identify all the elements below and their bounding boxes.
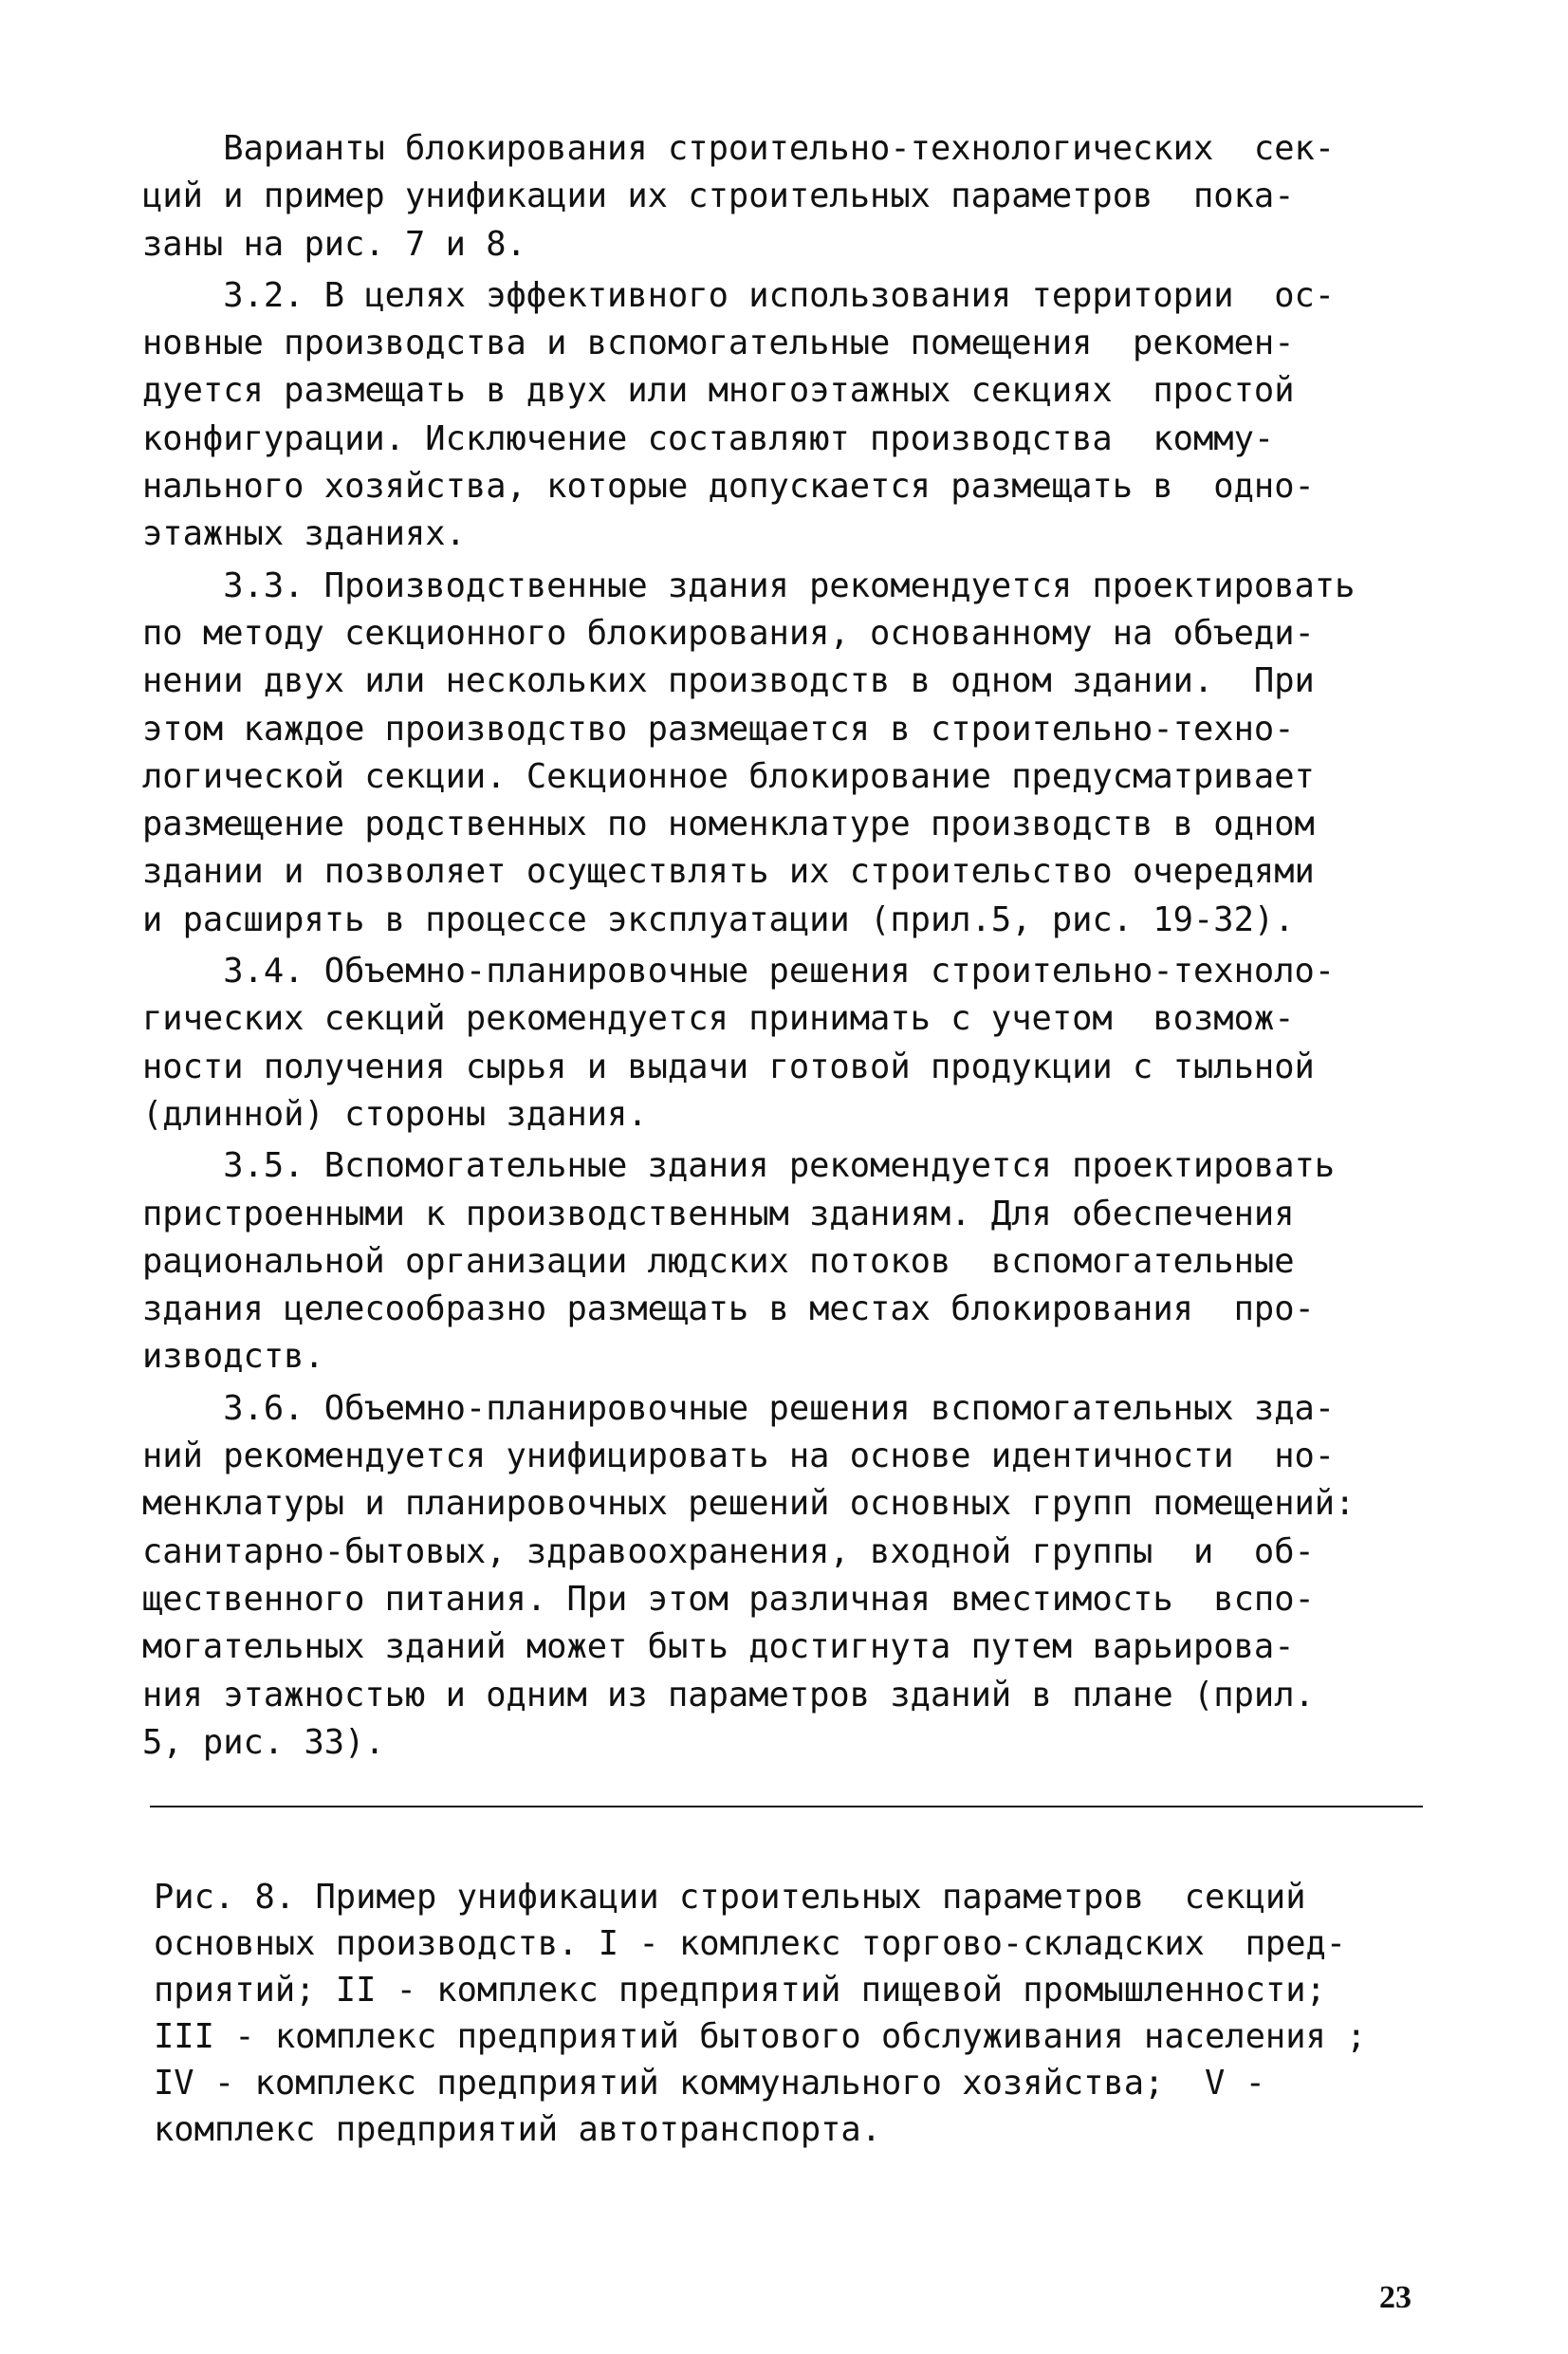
text-line: нении двух или нескольких производств в одном здании. При	[142, 661, 1315, 701]
text-line: логической секции. Секционное блокирование предусматривает	[142, 756, 1315, 796]
text-line: 3.5. Вспомогательные здания рекомендуется проектировать	[142, 1146, 1336, 1186]
text-line: этом каждое производство размещается в строительно-техно-	[142, 709, 1295, 749]
caption-line: IV - комплекс предприятий коммунального хозяйства; V -	[154, 2064, 1265, 2103]
text-line: здании и позволяет осуществлять их строительство очередями	[142, 852, 1315, 892]
text-line: могательных зданий может быть достигнута путем варьирова-	[142, 1627, 1295, 1667]
text-line: 3.2. В целях эффективного использования территории ос-	[142, 275, 1336, 315]
text-line: конфигурации. Исключение составляют производства комму-	[142, 418, 1275, 458]
text-line: дуется размещать в двух или многоэтажных секциях простой	[142, 371, 1295, 411]
paragraph-3-2	[142, 272, 1432, 559]
text-line: щественного питания. При этом различная вместимость вспо-	[142, 1579, 1315, 1619]
text-line: заны на рис. 7 и 8.	[142, 224, 526, 264]
text-line: рациональной организации людских потоков вспомогательные	[142, 1241, 1295, 1281]
text-line: санитарно-бытовых, здравоохранения, входной группы и об-	[142, 1531, 1315, 1571]
text-line: менклатуры и планировочных решений основных групп помещений:	[142, 1484, 1356, 1524]
text-line: пристроенными к производственным зданиям. Для обеспечения	[142, 1194, 1295, 1233]
body-text	[142, 125, 1432, 1767]
caption-line: приятий; II - комплекс предприятий пищевой промышленности;	[154, 1971, 1326, 2010]
paragraph-3-6	[142, 1385, 1432, 1767]
paragraph-3-1-intro	[142, 125, 1432, 269]
text-line: Варианты блокирования строительно-технологических сек-	[142, 129, 1336, 168]
text-line: новные производства и вспомогательные помещения рекомен-	[142, 324, 1295, 363]
text-line: нального хозяйства, которые допускается размещать в одно-	[142, 467, 1315, 507]
horizontal-divider	[150, 1806, 1423, 1807]
text-line: и расширять в процессе эксплуатации (прил.5, рис. 19-32).	[142, 899, 1295, 939]
figure-caption	[154, 1874, 1434, 2153]
caption-line: основных производств. I - комплекс торгово-складских пред-	[154, 1924, 1347, 1963]
paragraph-3-5	[142, 1142, 1432, 1381]
text-line: (длинной) стороны здания.	[142, 1094, 648, 1134]
paragraph-3-3	[142, 563, 1432, 944]
text-line: изводств.	[142, 1337, 324, 1377]
text-line: 3.3. Производственные здания рекомендуется проектировать	[142, 565, 1356, 605]
text-line: гических секций рекомендуется принимать с учетом возмож-	[142, 999, 1295, 1039]
text-line: размещение родственных по номенклатуре производств в одном	[142, 805, 1315, 844]
text-line: ций и пример унификации их строительных параметров пока-	[142, 176, 1295, 216]
text-line: ности получения сырья и выдачи готовой продукции с тыльной	[142, 1047, 1315, 1086]
text-line: 3.4. Объемно-планировочные решения строительно-техноло-	[142, 952, 1336, 992]
paragraph-3-4	[142, 948, 1432, 1139]
text-line: ния этажностью и одним из параметров зданий в плане (прил.	[142, 1675, 1315, 1715]
caption-line: комплекс предприятий автотранспорта.	[154, 2110, 882, 2149]
text-line: здания целесообразно размещать в местах блокирования про-	[142, 1289, 1315, 1329]
text-line: 3.6. Объемно-планировочные решения вспомогательных зда-	[142, 1388, 1336, 1428]
page-number: 23	[1379, 2280, 1411, 2315]
text-line: ний рекомендуется унифицировать на основе идентичности но-	[142, 1436, 1336, 1476]
caption-line: Рис. 8. Пример унификации строительных параметров секций	[154, 1878, 1306, 1917]
text-line: по методу секционного блокирования, основанному на объеди-	[142, 613, 1315, 653]
text-line: этажных зданиях.	[142, 514, 466, 554]
caption-line: III - комплекс предприятий бытового обслуживания населения ;	[154, 2017, 1367, 2056]
text-line: 5, рис. 33).	[142, 1722, 385, 1762]
